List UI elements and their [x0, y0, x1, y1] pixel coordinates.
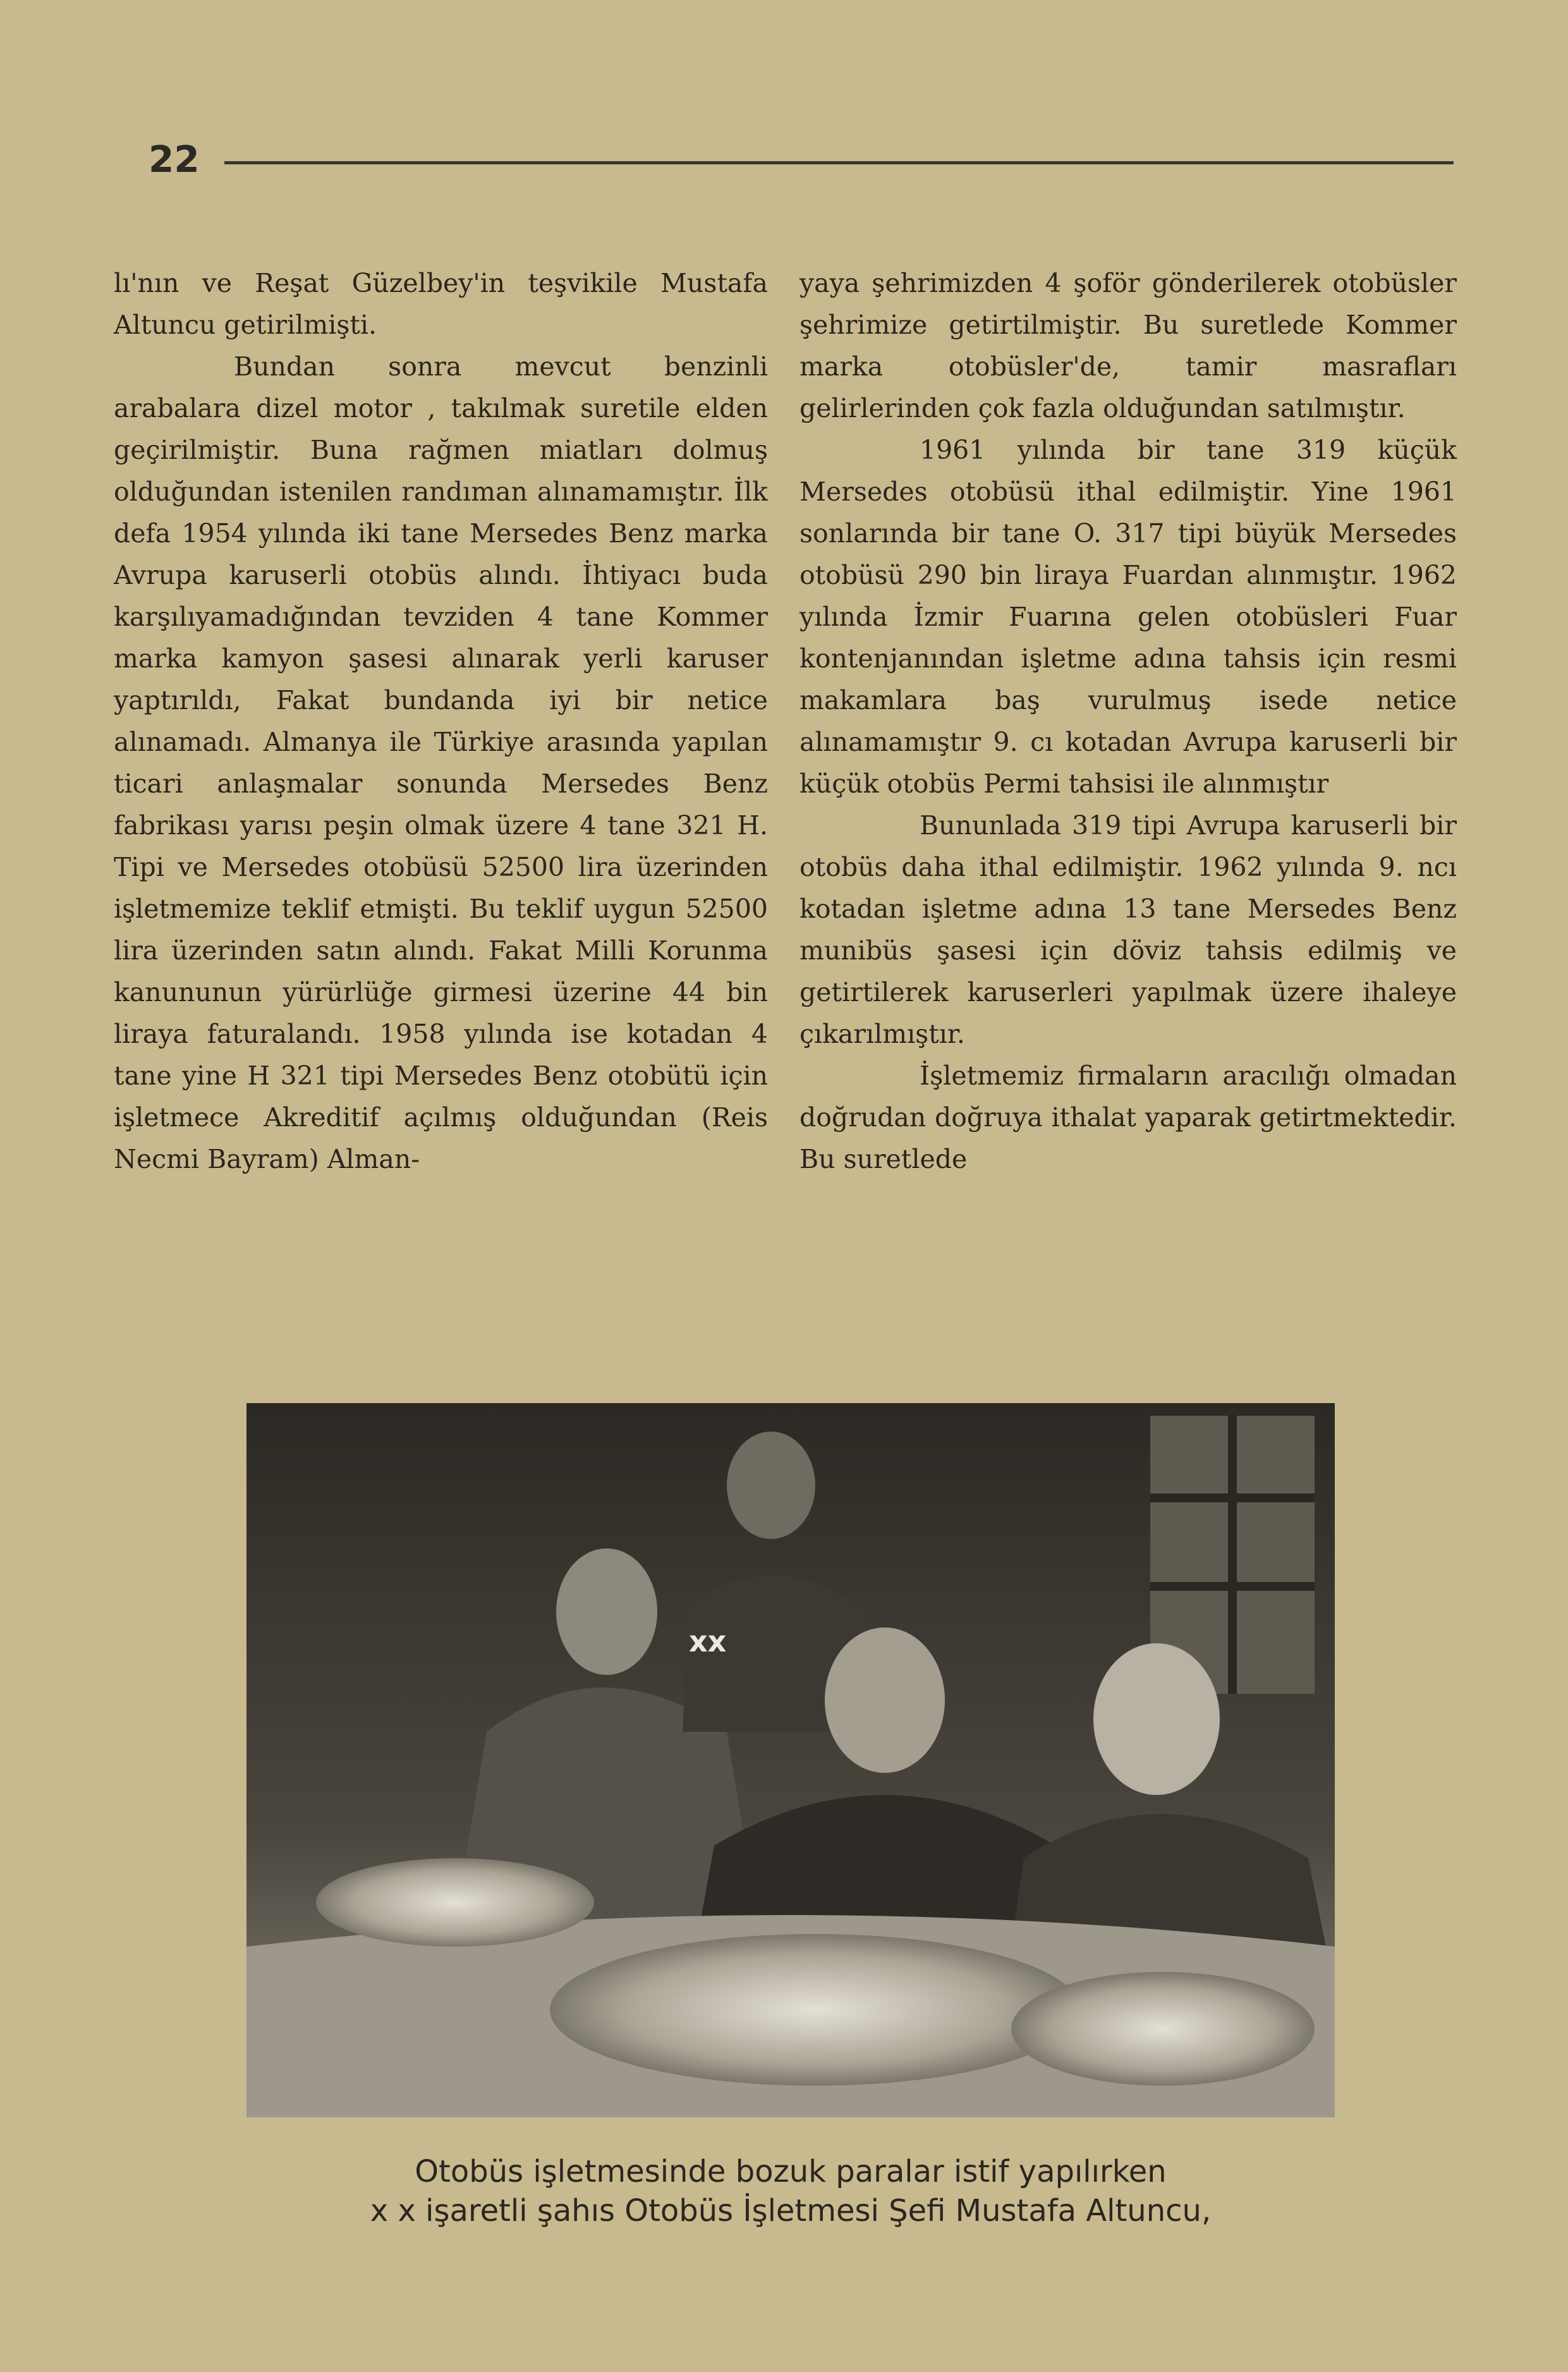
photo-marker-label: xx — [689, 1624, 727, 1658]
paragraph: Bununlada 319 tipi Avrupa karuserli bir otobüs daha ithal edilmiştir. 1962 yılında 9. ncı kotadan işletme adına 13 tane Mersedes Benz munibüs şasesi için döviz tahsis edilmiş ve getirtilerek karuserleri yapılmak üzere ihaleye çıkarılmıştır. — [799, 810, 1457, 1049]
page-number: 22 — [149, 138, 200, 181]
paragraph: 1961 yılında bir tane 319 küçük Mersedes otobüsü ithal edilmiştir. Yine 1961 sonlarında bir tane O. 317 tipi büyük Mersedes otobüsü 290 bin liraya Fuardan alınmıştır. 1962 yılında İzmir Fuarına gelen otobüsleri Fuar kontenjanından işletme adına tahsis için resmi makamlara baş vurulmuş isede netice alınamamıştır 9. cı kotadan Avrupa karuserli bir küçük otobüs Permi tahsisi ile alınmıştır — [799, 435, 1457, 799]
caption-line: x x işaretli şahıs Otobüs İşletmesi Şefi Mustafa Altuncu, — [370, 2193, 1212, 2229]
photo-illustration — [246, 1403, 1335, 2117]
paragraph: Bundan sonra mevcut benzinli arabalara dizel motor , takılmak suretile elden geçirilmiştir. Buna rağmen miatları dolmuş olduğundan istenilen randıman alınamamıştır. İlk defa 1954 yılında iki tane Mersedes Benz marka Avrupa karuserli otobüs alındı. İhtiyacı buda karşılıyamadığından tevziden 4 tane Kommer marka kamyon şasesi alınarak yerli karuser yaptırıldı, Fakat bundanda iyi bir netice alınamadı. Almanya ile Türkiye arasında yapılan ticari anlaşmalar sonunda Mersedes Benz fabrikası yarısı peşin olmak üzere 4 tane 321 H. Tipi ve Mersedes otobüsü 52500 lira üzerinden işletmemize teklif etmişti. Bu teklif uygun 52500 lira üzerinden satın alındı. Fakat Milli Korunma kanununun yürürlüğe girmesi üzerine 44 bin liraya faturalandı. 1958 yılında ise kotadan 4 tane yine H 321 tipi Mersedes Benz otobütü için işletmece Akreditif açılmış olduğundan (Reis Necmi Bayram) Alman- — [114, 351, 768, 1174]
left-column — [114, 262, 768, 1180]
photo — [246, 1403, 1335, 2117]
photo-caption — [246, 2152, 1335, 2230]
caption-line: Otobüs işletmesinde bozuk paralar istif yapılırken — [415, 2154, 1167, 2189]
right-column — [799, 262, 1457, 1180]
paragraph: İşletmemiz firmaların aracılığı olmadan doğrudan doğruya ithalat yaparak getirtmektedir. Bu suretlede — [799, 1061, 1457, 1174]
header-rule — [224, 161, 1454, 164]
paragraph: lı'nın ve Reşat Güzelbey'in teşvikile Mustafa Altuncu getirilmişti. — [114, 268, 768, 340]
paragraph: yaya şehrimizden 4 şoför gönderilerek otobüsler şehrimize getirtilmiştir. Bu suretlede Kommer marka otobüsler'de, tamir masrafları gelirlerinden çok fazla olduğundan satılmıştır. — [799, 268, 1457, 423]
